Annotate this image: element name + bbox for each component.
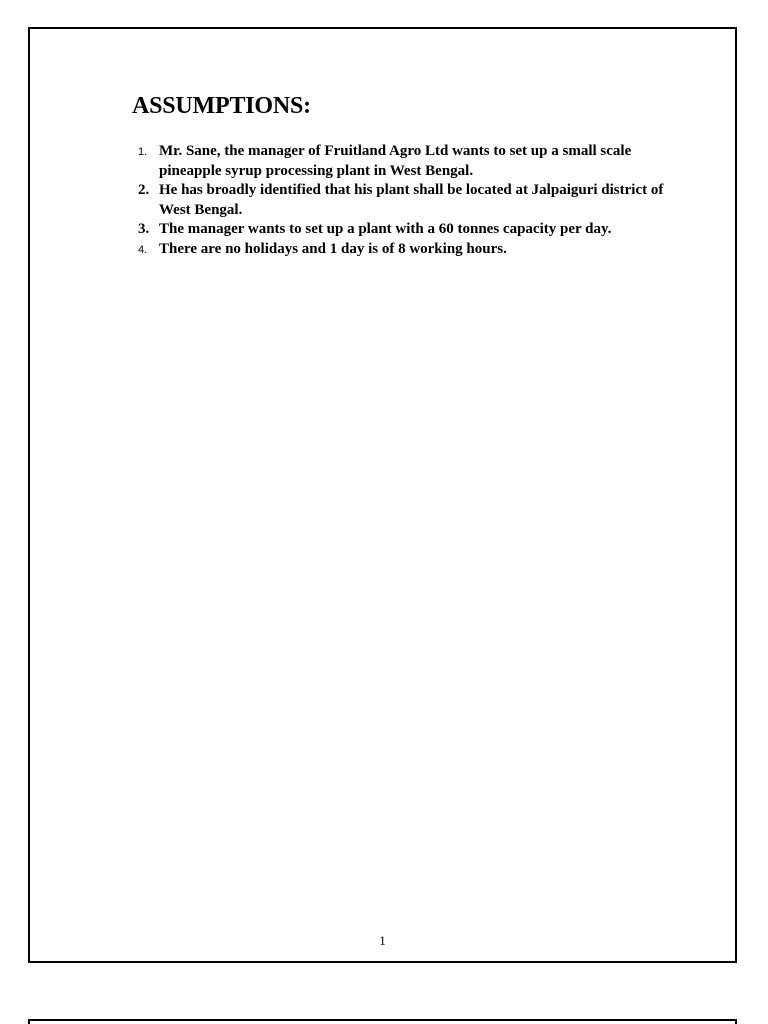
- list-item-number: 4.: [138, 243, 148, 256]
- list-item: [132, 142, 692, 181]
- list-item-number: 1.: [138, 146, 148, 158]
- next-page-edge: [28, 1019, 737, 1024]
- assumptions-list: [132, 142, 692, 259]
- page-heading: ASSUMPTIONS:: [132, 93, 311, 119]
- list-item: [132, 181, 692, 220]
- list-item-number: 2.: [138, 182, 150, 198]
- list-item-text: Mr. Sane, the manager of Fruitland Agro Ltd wants to set up a small scale pineapple syrup processing plant in West Bengal.: [159, 143, 632, 179]
- list-item-number: 3.: [138, 221, 150, 237]
- document-page: [28, 27, 737, 963]
- list-item-text: He has broadly identified that his plant shall be located at Jalpaiguri district of West Bengal.: [159, 182, 664, 218]
- list-item-text: There are no holidays and 1 day is of 8 working hours.: [159, 240, 507, 257]
- list-item-text: The manager wants to set up a plant with a 60 tonnes capacity per day.: [159, 221, 612, 237]
- list-item: [132, 220, 692, 240]
- page-number: 1: [379, 933, 386, 948]
- list-item: [132, 240, 692, 260]
